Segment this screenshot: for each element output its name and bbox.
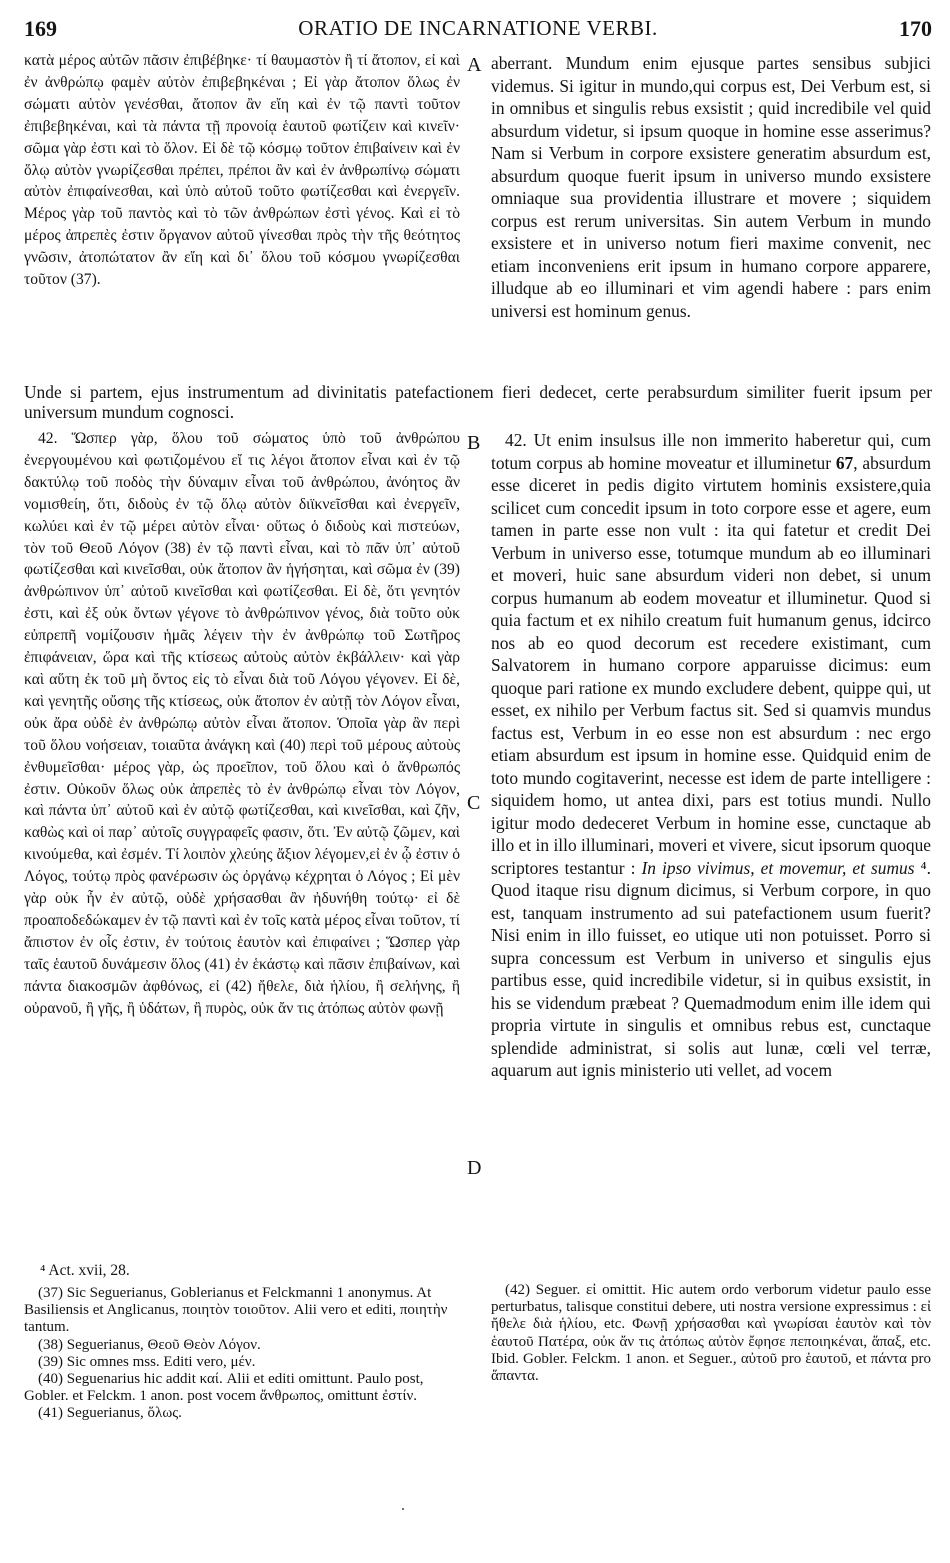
note-38: (38) Seguerianus, Θεοῦ Θεὸν Λόγον. bbox=[38, 1336, 261, 1353]
notes-left bbox=[24, 1285, 460, 1465]
section-marker-b: B bbox=[467, 432, 481, 454]
latin-paragraph-42-end: . Quod itaque risu dignum dicimus, si Verbum corpore, in quo est, tanquam instrumento ad sui patefactionem usum fuerit? Nisi enim in illo fuisset, eo utique uti non potuisset. Porro si supra concessum est Verbum in universo et singulis ejus partibus esse, quid incredibile videtur, si in quibus exsistit, in his se videndum præbeat ? Quemadmodum enim ille idem qui propria virtute in singulis et omnibus rebus est, cunctaque splendide administrat, si solis aut lunæ, cœli vel terræ, aquarum aut ignis ministerio uti vellet, ad vocem bbox=[491, 857, 931, 1080]
note-42: (42) Seguer. εἰ omittit. Hic autem ordo verborum videtur paulo esse perturbatus, talisque constitui debere, uti nostra versione expressimus : εἰ ἤθελε διὰ ἡλίου, etc. Φωνῇ χρήσασθαι καὶ γνωρίσαι ἑαυτὸν καὶ τὸν ἑαυτοῦ Πατέρα, οὐκ ἄν τις ἀτόπως αὐτὸν ἔφησε πεποιηκέναι, ἅπαξ, etc. Ibid. Gobler. Felckm. 1 anon. et Seguer., αὐτοῦ pro ἑαυτοῦ, et πάντα pro ἅπαντα. bbox=[491, 1282, 931, 1385]
column-number: 67 bbox=[835, 452, 854, 473]
greek-text-main: 42. Ὥσπερ γὰρ, ὅλου τοῦ σώματος ὑπὸ τοῦ ἀνθρώπου ἐνεργουμένου καὶ φωτιζομένου εἴ τις λέγοι ἄτοπον εἶναι καὶ ἐν τῷ δακτύλῳ τοῦ ποδὸς τὴν δύναμιν εἶναι τοῦ ἀνθρώπου, ἀνόητος ἂν νομισθείη, ὅτι, διδοὺς ἐν τῷ ὅλῳ αὐτὸν διϊκνεῖσθαι καὶ ἐνεργεῖν, κωλύει καὶ ἐν τῷ μέρει αὐτὸν εἶναι· οὕτως ὁ διδοὺς καὶ πιστεύων, τὸν τοῦ Θεοῦ Λόγον (38) ἐν τῷ παντὶ εἶναι, καὶ τὸ πᾶν ὑπ᾽ αὐτοῦ φωτίζεσθαι καὶ κινεῖσθαι, οὐκ ἄτοπον ἂν ἡγήσηται, καὶ σῶμα ἐν (39) ἀνθρώπινον ὑπ᾽ αὐτοῦ κινεῖσθαι καὶ φωτίζεσθαι. Εἰ δὲ, ὅτι γενητόν ἐστι, καὶ ἐξ οὐκ ὄντων γέγονε τὸ ἀνθρώπινον γένος, διὰ τοῦτο οὐκ εὐπρεπῆ νομίζουσιν ἡμᾶς λέγειν τὴν ἐν ἀνθρώπῳ τοῦ Σωτῆρος ἐπιφάνειαν, ὥρα καὶ τῆς κτίσεως αὐτοὺς αὐτὸν ἐκβάλλειν· καὶ γὰρ καὶ αὕτη ἐκ τοῦ μὴ ὄντος εἰς τὸ εἶναι διὰ τοῦ Λόγου γέγονεν. Εἰ δὲ, καὶ γενητῆς οὔσης τῆς κτίσεως, οὐκ ἄτοπον ἐν αὐτῇ τὸν Λόγον εἶναι, οὐκ ἄρα οὐδὲ ἐν ἀνθρώπῳ αὐτὸν εἶναι ἄτοπον. Ὁποῖα γὰρ ἂν περὶ τοῦ ὅλου νοήσειαν, τοιαῦτα ἀνάγκη καὶ (40) περὶ τοῦ μέρους αὐτοὺς ἐνθυμεῖσθαι· μέρος γὰρ, ὡς προεῖπον, τοῦ ὅλου καὶ ὁ ἄνθρωπός ἐστιν. Οὐκοῦν ὅλως οὐκ ἀπρεπὲς τὸ ἐν ἀνθρώπῳ εἶναι τὸν Λόγον, καὶ πάντα ὑπ᾽ αὐτοῦ καὶ ἐν αὐτῷ φωτίζεσθαι, καὶ κινεῖσθαι, καὶ ζῆν, καθὼς καὶ οἱ παρ᾽ αὐτοῖς συγγραφεῖς φασιν, ὅτι. Ἐν αὐτῷ ζῶμεν, καὶ κινούμεθα, καὶ ἐσμέν. Τί λοιπὸν χλεύης ἄξιον λέγομεν,εἰ ἐν ᾧ ἐστιν ὁ Λόγος, τούτῳ πρὸς φανέρωσιν ὡς ὀργάνῳ κέχρηται ὁ Λόγος ; Εἰ μὲν γὰρ οὐκ ἦν ἐν αὐτῷ, οὐδὲ χρήσασθαι ἂν ἠδυνήθη τούτῳ· εἰ δὲ προαποδεδώκαμεν ἐν τῷ παντὶ καὶ ἐν τοῖς κατὰ μέρος εἶναι τοῦτον, τί ἄπιστον ἐν οἷς ἐστιν, ἐν τούτοις ἑαυτὸν καὶ ἐπιφαίνει ; Ὥσπερ γὰρ ταῖς ἑαυτοῦ δυνάμεσιν ὅλος (41) ἐν ἑκάστῳ καὶ πᾶσιν ἐπιβαίνων, καὶ πάντα διακοσμῶν ἀφθόνως, εἰ (42) ἤθελε, διὰ ἡλίου, ἢ σελήνης, ἢ οὐρανοῦ, ἢ γῆς, ἢ ὑδάτων, ἢ πυρὸς, οὐκ ἄν τις ἀτόπως αὐτὸν φωνῇ bbox=[24, 430, 460, 1017]
scripture-footnote: ⁴ Act. xvii, 28. bbox=[40, 1262, 130, 1279]
page-number-left: 169 bbox=[24, 16, 57, 41]
page-number-right: 170 bbox=[899, 16, 932, 41]
latin-paragraph-42-start: 42. Ut enim insulsus ille non immerito haberetur qui, cum totum corpus ab homine moveatur et illuminetur bbox=[491, 430, 931, 473]
running-header bbox=[24, 16, 932, 46]
latin-paragraph-42-body: , absurdum esse diceret in pedis digito virtutem hominis exsistere,quia scilicet cum concedit ipsum in toto corpore esse et agere, eum tamen in parte esse non vult : ita qui fatetur et credit Dei Verbum in universo esse, totumque mundum ab eo illuminari et moveri, huic sane absurdum videri non debet, si unum corpus humanum ab eodem moveatur et illuminetur. Quod si quia factum et ex nihilo creatum fuit humanum genus, idcirco nos ab eo quod decorum est recedere existimant, cum Salvatorem in humano corpore apparuisse dicimus: eum quoque pari ratione ex mundo excludere debent, quippe qui, ut esset, ex nihilo per Verbum factus sit. Sed si quamvis mundus factus est, Verbum in eo esse non est absurdum : nec ergo etiam absurdum est ipsum in homine esse. Quidquid enim de toto mundo cogitaverint, necesse est idem de parte intelligere : siquidem homo, ut antea dixi, pars est totius mundi. Nullo igitur modo dedeceret Verbum in homine esse, cunctaque ab illo et in illo illuminari, moveri et vivere, sicut ipsorum quoque scriptores testantur : bbox=[491, 452, 931, 878]
note-37: (37) Sic Seguerianus, Goblerianus et Felckmanni 1 anonymus. At Basiliensis et Anglicanus, ποιητὸν τοιοῦτον. Alii vero et editi, ποιητὴν tantum. bbox=[24, 1285, 448, 1336]
section-marker-c: C bbox=[467, 792, 481, 814]
scan-speck bbox=[402, 1508, 404, 1510]
latin-text-top: aberrant. Mundum enim ejusque partes sensibus subjici videmus. Si igitur in mundo,qui corpus est, Dei Verbum est, si in omnibus et singulis rebus exsistit ; quid incredibile vel quid absurdum videtur, si ipsum quoque in homine esse asserimus? Nam si Verbum in corpore exsistere generatim absurdum est, absurdum quoque fuerit ipsum in universo mundo exsistere omniaque sua providentia illustrare et movere ; siquidem corpus est rerum universitas. Sin autem Verbum in mundo exsistere et in universo notum fieri maxime convenit, nec etiam inconveniens erit ipsum in humano corpore apparere, illudque ab eo illuminari et vim agendi habere : pars enim universi est hominum genus. bbox=[491, 53, 931, 321]
note-41: (41) Seguerianus, ὅλως. bbox=[38, 1405, 182, 1422]
latin-span-line: Unde si partem, ejus instrumentum ad divinitatis patefactionem fieri dedecet, certe perabsurdum similiter fuerit ipsum per universum mundum cognosci. bbox=[24, 382, 932, 422]
greek-text-top: κατὰ μέρος αὐτῶν πᾶσιν ἐπιβέβηκε· τί θαυμαστὸν ἢ τί ἄτοπον, εἰ καὶ ἐν ἀνθρώπῳ φαμὲν αὐτὸν ἐπιβεβηκέναι ; Εἰ γὰρ ἄτοπον ὅλως ἐν σώματι αὐτὸν γενέσθαι, ἄτοπον ἂν εἴη καὶ ἐν τῷ παντὶ τοῦτον ἐπιβεβηκέναι, καὶ τὰ πάντα τῇ προνοίᾳ ἑαυτοῦ φωτίζειν καὶ κινεῖν· σῶμα γὰρ ἐστι καὶ τὸ ὅλον. Εἰ δὲ τῷ κόσμῳ τοῦτον ἐπιβαίνειν καὶ ἐν ὅλῳ αὐτὸν γνωρίζεσθαι πρέπει, πρέποι ἂν καὶ ἐν ἀνθρωπίνῳ σώματι αὐτὸν ἐπιφαίνεσθαι, καὶ ὑπὸ αὐτοῦ τοῦτο φωτίζεσθαι καὶ ἐνεργεῖν. Μέρος γὰρ τοῦ παντὸς καὶ τὸ τῶν ἀνθρώπων ἐστὶ γένος. Καὶ εἰ τὸ μέρος ἀπρεπὲς ἐστιν ὄργανον αὐτοῦ γίνεσθαι πρὸς τὴν τῆς θεότητος γνῶσιν, ἀτοπώτατον ἂν εἴη καὶ δι᾽ ὅλου τοῦ κόσμου γνωρίζεσθαι τοῦτον (37). bbox=[24, 52, 460, 289]
notes-right bbox=[491, 1282, 931, 1422]
section-marker-a: A bbox=[467, 54, 482, 76]
latin-text-main bbox=[491, 429, 931, 1259]
running-title: ORATIO DE INCARNATIONE VERBI. bbox=[298, 16, 658, 40]
footnote-reference: ⁴ bbox=[914, 857, 927, 878]
note-39: (39) Sic omnes mss. Editi vero, μέν. bbox=[38, 1353, 256, 1370]
section-marker-d: D bbox=[467, 1157, 482, 1179]
scripture-quote: In ipso vivimus, et movemur, et sumus bbox=[641, 857, 915, 878]
note-40: (40) Seguenarius hic addit καί. Alii et editi omittunt. Paulo post, Gobler. et Felckm. 1 anon. post vocem ἄνθρωπος, omittunt ἐστίν. bbox=[24, 1371, 424, 1405]
